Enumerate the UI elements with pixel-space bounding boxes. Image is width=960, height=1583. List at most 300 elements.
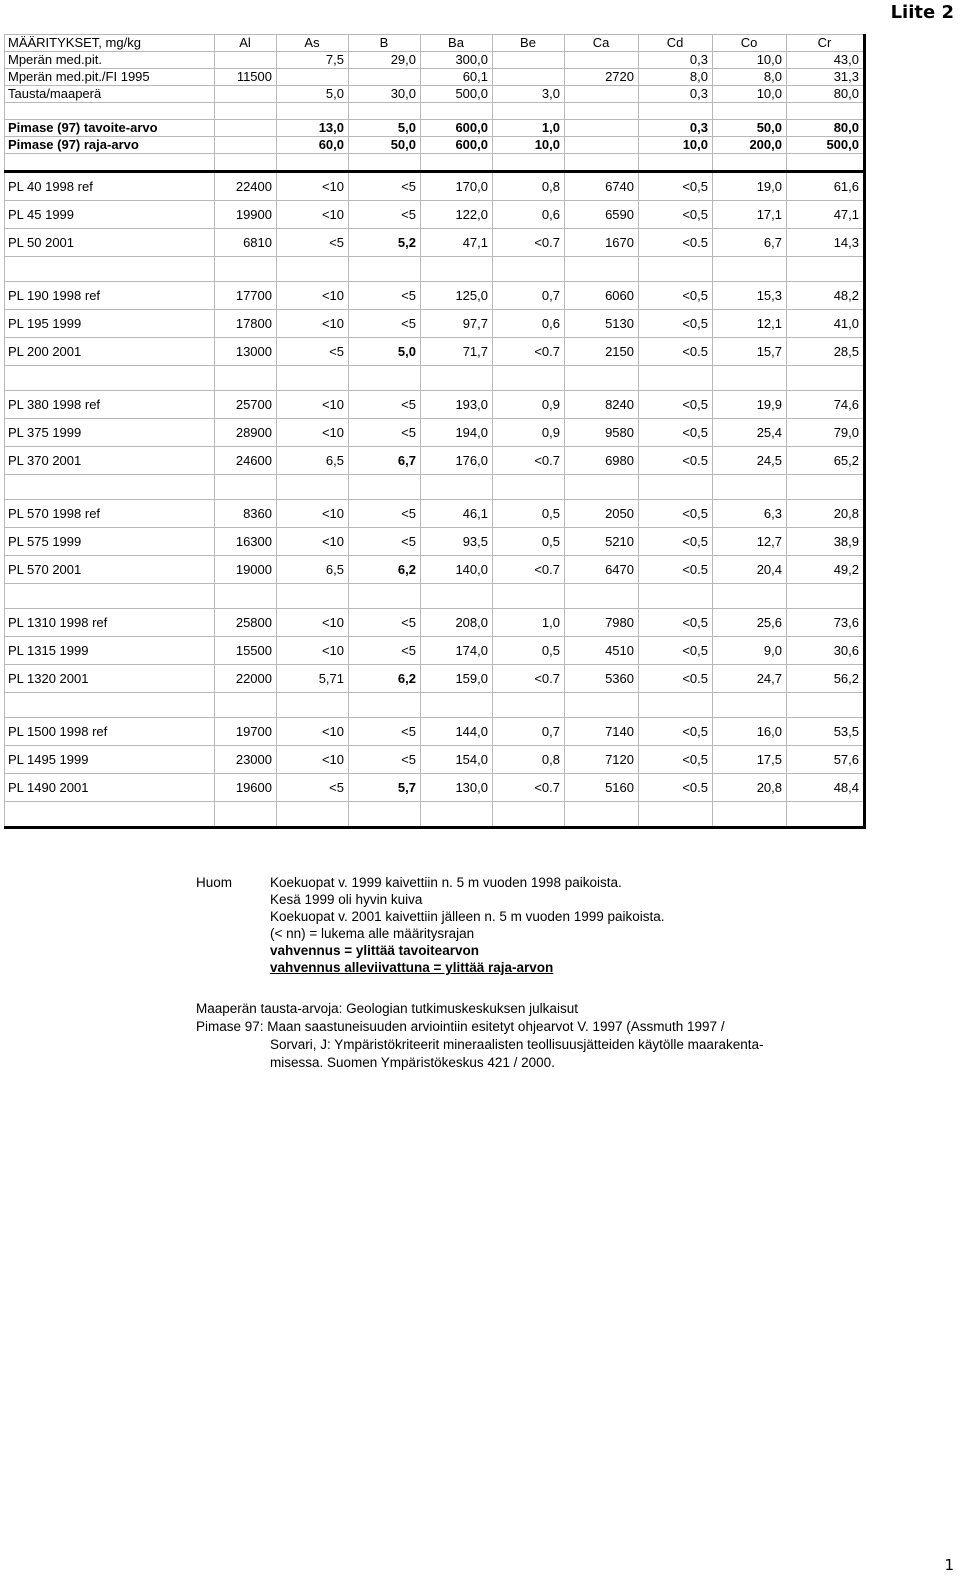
- table-cell: <0.5: [639, 556, 713, 584]
- table-cell: <5: [277, 338, 349, 366]
- table-cell: 600,0: [421, 137, 493, 154]
- table-cell: [787, 693, 865, 718]
- table-cell: [349, 693, 421, 718]
- table-cell: [639, 154, 713, 172]
- table-cell: 154,0: [421, 746, 493, 774]
- table-cell: [565, 86, 639, 103]
- table-cell: [787, 584, 865, 609]
- row-label: [5, 802, 215, 828]
- table-cell: <0.5: [639, 447, 713, 475]
- table-cell: [713, 103, 787, 120]
- table-cell: [713, 584, 787, 609]
- table-cell: [787, 257, 865, 282]
- table-cell: [493, 257, 565, 282]
- table-cell: 25800: [215, 609, 277, 637]
- table-cell: [639, 103, 713, 120]
- row-label: [5, 584, 215, 609]
- table-cell: 6,2: [349, 556, 421, 584]
- table-cell: 0,9: [493, 419, 565, 447]
- table-cell: 47,1: [421, 229, 493, 257]
- table-cell: 17,5: [713, 746, 787, 774]
- row-label: PL 1310 1998 ref: [5, 609, 215, 637]
- table-cell: 60,1: [421, 69, 493, 86]
- table-cell: 19000: [215, 556, 277, 584]
- references-block: [196, 1000, 763, 1072]
- table-row: [5, 528, 865, 556]
- table-cell: 22400: [215, 172, 277, 201]
- table-cell: 500,0: [421, 86, 493, 103]
- table-cell: [787, 366, 865, 391]
- limit-row: [5, 137, 865, 154]
- table-cell: 8,0: [713, 69, 787, 86]
- row-label: PL 50 2001: [5, 229, 215, 257]
- table-cell: 2150: [565, 338, 639, 366]
- table-cell: 13000: [215, 338, 277, 366]
- table-cell: 15,3: [713, 282, 787, 310]
- table-cell: 176,0: [421, 447, 493, 475]
- table-row: [5, 391, 865, 419]
- row-label: PL 1315 1999: [5, 637, 215, 665]
- table-cell: 22000: [215, 665, 277, 693]
- table-cell: 11500: [215, 69, 277, 86]
- table-cell: [277, 103, 349, 120]
- table-cell: 10,0: [639, 137, 713, 154]
- table-cell: <5: [349, 310, 421, 338]
- table-cell: 47,1: [787, 201, 865, 229]
- table-cell: [787, 802, 865, 828]
- table-cell: <10: [277, 746, 349, 774]
- table-cell: 28900: [215, 419, 277, 447]
- table-cell: [215, 86, 277, 103]
- table-cell: <0,5: [639, 746, 713, 774]
- table-cell: [215, 693, 277, 718]
- table-cell: 19600: [215, 774, 277, 802]
- table-cell: 24,7: [713, 665, 787, 693]
- table-cell: 0,3: [639, 86, 713, 103]
- table-cell: 9580: [565, 419, 639, 447]
- note-line: (< nn) = lukema alle määritysrajan: [270, 926, 475, 941]
- table-cell: 23000: [215, 746, 277, 774]
- table-row: [5, 637, 865, 665]
- table-cell: 24,5: [713, 447, 787, 475]
- reference-line: misessa. Suomen Ympäristökeskus 421 / 2000.: [270, 1055, 555, 1070]
- row-label: [5, 154, 215, 172]
- table-cell: [349, 154, 421, 172]
- table-cell: [493, 52, 565, 69]
- table-row: [5, 746, 865, 774]
- table-cell: <0,5: [639, 637, 713, 665]
- table-cell: 57,6: [787, 746, 865, 774]
- table-cell: 6,2: [349, 665, 421, 693]
- table-cell: <10: [277, 310, 349, 338]
- table-cell: [421, 366, 493, 391]
- table-cell: 0,8: [493, 746, 565, 774]
- table-cell: <10: [277, 282, 349, 310]
- table-cell: 48,4: [787, 774, 865, 802]
- row-label: PL 570 1998 ref: [5, 500, 215, 528]
- table-cell: 48,2: [787, 282, 865, 310]
- table-cell: [713, 366, 787, 391]
- table-cell: [713, 154, 787, 172]
- table-cell: 3,0: [493, 86, 565, 103]
- table-cell: 9,0: [713, 637, 787, 665]
- table-cell: 20,8: [713, 774, 787, 802]
- table-cell: 130,0: [421, 774, 493, 802]
- row-label: [5, 103, 215, 120]
- table-cell: [349, 257, 421, 282]
- table-cell: [277, 154, 349, 172]
- table-cell: 5,0: [277, 86, 349, 103]
- table-cell: [713, 693, 787, 718]
- table-cell: 194,0: [421, 419, 493, 447]
- table-cell: 0,9: [493, 391, 565, 419]
- table-cell: 80,0: [787, 120, 865, 137]
- table-cell: <0.7: [493, 556, 565, 584]
- table-cell: 6060: [565, 282, 639, 310]
- table-cell: 2050: [565, 500, 639, 528]
- table-row: [5, 338, 865, 366]
- table-cell: [421, 802, 493, 828]
- table-cell: <0.7: [493, 229, 565, 257]
- table-cell: <5: [349, 637, 421, 665]
- table-row: [5, 172, 865, 201]
- table-cell: <10: [277, 718, 349, 746]
- spacer-row: [5, 802, 865, 828]
- table-cell: [421, 257, 493, 282]
- table-cell: [639, 584, 713, 609]
- table-cell: <0,5: [639, 201, 713, 229]
- table-cell: [493, 103, 565, 120]
- row-label: PL 190 1998 ref: [5, 282, 215, 310]
- table-cell: 13,0: [277, 120, 349, 137]
- table-cell: 19700: [215, 718, 277, 746]
- table-cell: <0.7: [493, 447, 565, 475]
- note-line: Kesä 1999 oli hyvin kuiva: [270, 892, 423, 907]
- table-cell: <0.5: [639, 774, 713, 802]
- table-cell: 14,3: [787, 229, 865, 257]
- table-row: [5, 447, 865, 475]
- table-cell: <0,5: [639, 609, 713, 637]
- table-cell: 0,7: [493, 718, 565, 746]
- table-cell: 122,0: [421, 201, 493, 229]
- table-cell: <10: [277, 419, 349, 447]
- table-cell: [215, 52, 277, 69]
- spacer-row: [5, 366, 865, 391]
- table-cell: Cd: [639, 35, 713, 52]
- limit-row: [5, 120, 865, 137]
- table-cell: <10: [277, 391, 349, 419]
- table-cell: [565, 693, 639, 718]
- row-label: [5, 257, 215, 282]
- table-cell: 4510: [565, 637, 639, 665]
- table-cell: 8360: [215, 500, 277, 528]
- table-cell: 6810: [215, 229, 277, 257]
- table-cell: [215, 120, 277, 137]
- table-cell: 53,5: [787, 718, 865, 746]
- table-cell: <5: [349, 201, 421, 229]
- table-cell: 30,6: [787, 637, 865, 665]
- table-cell: <0.5: [639, 665, 713, 693]
- table-cell: <10: [277, 500, 349, 528]
- table-cell: 17800: [215, 310, 277, 338]
- table-cell: [565, 584, 639, 609]
- table-cell: [349, 802, 421, 828]
- table-cell: [277, 366, 349, 391]
- spacer-row: [5, 475, 865, 500]
- table-cell: 73,6: [787, 609, 865, 637]
- table-cell: 6,7: [713, 229, 787, 257]
- row-label: PL 195 1999: [5, 310, 215, 338]
- table-cell: [277, 802, 349, 828]
- table-cell: <0,5: [639, 419, 713, 447]
- table-cell: Co: [713, 35, 787, 52]
- row-label: PL 575 1999: [5, 528, 215, 556]
- table-cell: 5130: [565, 310, 639, 338]
- row-label: PL 1490 2001: [5, 774, 215, 802]
- table-cell: 5,2: [349, 229, 421, 257]
- table-cell: [493, 475, 565, 500]
- table-cell: 1,0: [493, 609, 565, 637]
- table-cell: [713, 257, 787, 282]
- table-cell: <0,5: [639, 282, 713, 310]
- table-row: [5, 665, 865, 693]
- row-label: [5, 366, 215, 391]
- table-cell: 7980: [565, 609, 639, 637]
- table-row: [5, 774, 865, 802]
- table-cell: <0.5: [639, 338, 713, 366]
- table-cell: 20,8: [787, 500, 865, 528]
- row-label: PL 1500 1998 ref: [5, 718, 215, 746]
- table-cell: Al: [215, 35, 277, 52]
- table-cell: 12,7: [713, 528, 787, 556]
- table-row: [5, 310, 865, 338]
- note-legend-bold: vahvennus = ylittää tavoitearvon: [270, 943, 479, 958]
- table-cell: <5: [277, 229, 349, 257]
- table-cell: 49,2: [787, 556, 865, 584]
- table-cell: 43,0: [787, 52, 865, 69]
- table-cell: 16,0: [713, 718, 787, 746]
- row-label: Pimase (97) tavoite-arvo: [5, 120, 215, 137]
- reference-line: Maaperän tausta-arvoja: Geologian tutkimuskeskuksen julkaisut: [196, 1001, 578, 1016]
- table-cell: [277, 475, 349, 500]
- table-cell: <0,5: [639, 310, 713, 338]
- table-cell: 29,0: [349, 52, 421, 69]
- table-cell: <5: [349, 746, 421, 774]
- header-row: [5, 35, 865, 52]
- table-cell: <10: [277, 609, 349, 637]
- table-cell: 8,0: [639, 69, 713, 86]
- table-cell: 24600: [215, 447, 277, 475]
- table-cell: 46,1: [421, 500, 493, 528]
- table-row: [5, 282, 865, 310]
- table-cell: 200,0: [713, 137, 787, 154]
- table-cell: 7140: [565, 718, 639, 746]
- table-cell: 61,6: [787, 172, 865, 201]
- table-cell: 25,4: [713, 419, 787, 447]
- table-cell: [215, 802, 277, 828]
- spacer-row: [5, 584, 865, 609]
- table-cell: [421, 584, 493, 609]
- table-cell: [565, 257, 639, 282]
- spacer-row: [5, 154, 865, 172]
- table-cell: 25700: [215, 391, 277, 419]
- table-cell: [421, 103, 493, 120]
- table-cell: As: [277, 35, 349, 52]
- table-cell: 38,9: [787, 528, 865, 556]
- row-label: PL 1320 2001: [5, 665, 215, 693]
- table-cell: [787, 103, 865, 120]
- table-cell: <0.5: [639, 229, 713, 257]
- table-cell: [215, 475, 277, 500]
- table-cell: [713, 475, 787, 500]
- table-cell: 6,3: [713, 500, 787, 528]
- table-cell: [493, 693, 565, 718]
- table-cell: [349, 584, 421, 609]
- table-cell: 50,0: [349, 137, 421, 154]
- table-cell: 15,7: [713, 338, 787, 366]
- table-cell: [215, 154, 277, 172]
- table-cell: <0,5: [639, 718, 713, 746]
- table-cell: [493, 366, 565, 391]
- table-cell: [639, 366, 713, 391]
- table-cell: [215, 137, 277, 154]
- table-cell: [349, 103, 421, 120]
- table-cell: [639, 257, 713, 282]
- table-cell: 0,8: [493, 172, 565, 201]
- table-cell: [565, 475, 639, 500]
- table-cell: 1670: [565, 229, 639, 257]
- table-cell: <0.7: [493, 338, 565, 366]
- table-row: [5, 556, 865, 584]
- table-cell: [565, 103, 639, 120]
- table-cell: 31,3: [787, 69, 865, 86]
- table-cell: <10: [277, 528, 349, 556]
- notes-label: Huom: [196, 875, 233, 890]
- table-cell: [565, 137, 639, 154]
- table-cell: 71,7: [421, 338, 493, 366]
- table-cell: [565, 52, 639, 69]
- table-cell: 2720: [565, 69, 639, 86]
- reference-line: Sorvari, J: Ympäristökriteerit mineraalisten teollisuusjätteiden käytölle maarakenta-: [270, 1037, 764, 1052]
- table-cell: <0,5: [639, 391, 713, 419]
- table-cell: 500,0: [787, 137, 865, 154]
- row-label: [5, 475, 215, 500]
- table-cell: 80,0: [787, 86, 865, 103]
- table-cell: 8240: [565, 391, 639, 419]
- table-cell: 65,2: [787, 447, 865, 475]
- table-cell: [493, 69, 565, 86]
- table-cell: 0,6: [493, 310, 565, 338]
- table-cell: 193,0: [421, 391, 493, 419]
- table-cell: 17700: [215, 282, 277, 310]
- table-cell: <10: [277, 201, 349, 229]
- note-legend-bold-underline: vahvennus alleviivattuna = ylittää raja-arvon: [270, 960, 554, 975]
- reference-line: Pimase 97: Maan saastuneisuuden arviointiin esitetyt ohjearvot V. 1997 (Assmuth 1997 /: [196, 1019, 725, 1034]
- note-line: Koekuopat v. 1999 kaivettiin n. 5 m vuoden 1998 paikoista.: [270, 875, 622, 890]
- table-cell: [215, 257, 277, 282]
- table-cell: 60,0: [277, 137, 349, 154]
- table-cell: 144,0: [421, 718, 493, 746]
- table-cell: [421, 154, 493, 172]
- table-cell: 5160: [565, 774, 639, 802]
- table-cell: 6590: [565, 201, 639, 229]
- table-cell: <5: [349, 419, 421, 447]
- table-cell: 93,5: [421, 528, 493, 556]
- measurements-table: [4, 34, 866, 829]
- table-cell: [493, 802, 565, 828]
- table-cell: <10: [277, 172, 349, 201]
- table-cell: 6740: [565, 172, 639, 201]
- table-cell: 79,0: [787, 419, 865, 447]
- note-line: Koekuopat v. 2001 kaivettiin jälleen n. 5 m vuoden 1999 paikoista.: [270, 909, 665, 924]
- table-cell: 25,6: [713, 609, 787, 637]
- notes-block: [196, 874, 665, 976]
- table-cell: 6980: [565, 447, 639, 475]
- table-cell: 56,2: [787, 665, 865, 693]
- table-cell: 10,0: [713, 86, 787, 103]
- table-cell: [493, 584, 565, 609]
- table-cell: 140,0: [421, 556, 493, 584]
- table-cell: 0,7: [493, 282, 565, 310]
- reference-row: [5, 69, 865, 86]
- table-cell: [215, 584, 277, 609]
- table-cell: <5: [349, 172, 421, 201]
- table-cell: <5: [349, 500, 421, 528]
- table-cell: 600,0: [421, 120, 493, 137]
- table-cell: 12,1: [713, 310, 787, 338]
- row-label: PL 1495 1999: [5, 746, 215, 774]
- table-cell: [493, 154, 565, 172]
- table-cell: 6,7: [349, 447, 421, 475]
- table-cell: Ba: [421, 35, 493, 52]
- table-cell: <10: [277, 637, 349, 665]
- table-cell: 0,5: [493, 528, 565, 556]
- table-cell: 6,5: [277, 556, 349, 584]
- table-cell: 0,6: [493, 201, 565, 229]
- table-row: [5, 609, 865, 637]
- spacer-row: [5, 257, 865, 282]
- table-cell: [565, 802, 639, 828]
- table-cell: 28,5: [787, 338, 865, 366]
- page-number: 1: [944, 1556, 954, 1574]
- table-cell: 300,0: [421, 52, 493, 69]
- table-cell: [215, 366, 277, 391]
- table-cell: <5: [349, 528, 421, 556]
- table-cell: 125,0: [421, 282, 493, 310]
- table-cell: 30,0: [349, 86, 421, 103]
- table-cell: [349, 475, 421, 500]
- table-row: [5, 229, 865, 257]
- spacer-row: [5, 103, 865, 120]
- table-cell: [277, 693, 349, 718]
- table-cell: 50,0: [713, 120, 787, 137]
- table-cell: 17,1: [713, 201, 787, 229]
- row-label: [5, 693, 215, 718]
- table-cell: <0,5: [639, 500, 713, 528]
- row-label: MÄÄRITYKSET, mg/kg: [5, 35, 215, 52]
- row-label: Mperän med.pit.: [5, 52, 215, 69]
- row-label: PL 570 2001: [5, 556, 215, 584]
- table-cell: 170,0: [421, 172, 493, 201]
- table-cell: [349, 366, 421, 391]
- row-label: PL 370 2001: [5, 447, 215, 475]
- table-cell: 0,3: [639, 52, 713, 69]
- table-cell: 159,0: [421, 665, 493, 693]
- row-label: PL 45 1999: [5, 201, 215, 229]
- row-label: PL 200 2001: [5, 338, 215, 366]
- table-cell: Be: [493, 35, 565, 52]
- table-cell: [277, 69, 349, 86]
